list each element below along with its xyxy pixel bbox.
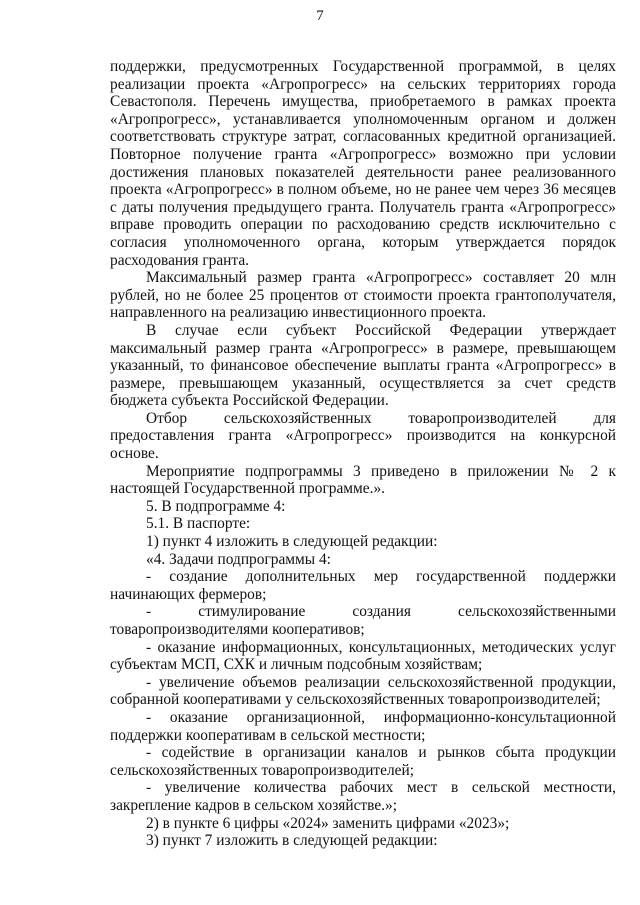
item-subprogram-4: 5. В подпрограмме 4: xyxy=(146,497,286,515)
task-item: - оказание информационных, консультационных, методических услуг субъектам МСП, СХК и личным подсобным хозяйствам; xyxy=(110,638,616,674)
paragraph-max-grant: Максимальный размер гранта «Агропрогресс» составляет 20 млн рублей, но не более 25 процентов от стоимости проекта грантополучателя, направленного на реализацию инвестиционного проекта. xyxy=(110,269,616,322)
task-item: - оказание организационной, информационно-консультационной поддержки кооперативам в сельской местности; xyxy=(110,708,616,744)
task-item: - стимулирование создания сельскохозяйственными товаропроизводителями кооперативов; xyxy=(110,603,616,638)
paragraph-regional-excess: В случае если субъект Российской Федерации утверждает максимальный размер гранта «Агропрогресс» в размере, превышающем указанный, то финансовое обеспечение выплаты гранта «Агропрогресс» в размере, превышающем указанный, осуществляется за счет средств бюджета субъекта Российской Федерации. xyxy=(110,321,616,410)
item-point-7: 3) пункт 7 изложить в следующей редакции: xyxy=(146,832,438,850)
task-item: - увеличение количества рабочих мест в сельской местности, закрепление кадров в сельском хозяйстве.»; xyxy=(110,779,616,814)
task-item: - содействие в организации каналов и рынков сбыта продукции сельскохозяйственных товаропроизводителей; xyxy=(110,744,616,779)
document-body xyxy=(110,58,616,850)
item-point-6: 2) в пункте 6 цифры «2024» заменить цифрами «2023»; xyxy=(146,814,510,832)
paragraph-grant-terms: поддержки, предусмотренных Государственной программой, в целях реализации проекта «Агропрогресс» на сельских территориях города Севастополя. Перечень имущества, приобретаемого в рамках проекта «Агропрогресс», устанавливается уполномоченным органом и должен соответствовать структуре затрат, согласованных кредитной организацией. Повторное получение гранта «Агропрогресс» возможно при условии достижения плановых показателей деятельности ранее реализованного проекта «Агропрогресс» в полном объеме, но не ранее чем через 36 месяцев с даты получения предыдущего гранта. Получатель гранта «Агропрогресс» вправе проводить операции по расходованию средств исключительно с согласия уполномоченного органа, которым утверждается порядок расходования гранта. xyxy=(110,58,616,269)
paragraph-selection: Отбор сельскохозяйственных товаропроизводителей для предоставления гранта «Агропрогресс» производится на конкурсной основе. xyxy=(110,409,616,463)
item-passport: 5.1. В паспорте: xyxy=(146,515,251,533)
item-point-4: 1) пункт 4 изложить в следующей редакции: xyxy=(146,533,438,551)
task-item: - создание дополнительных мер государственной поддержки начинающих фермеров; xyxy=(110,568,616,603)
paragraph-appendix-reference: Мероприятие подпрограммы 3 приведено в приложении № 2 к настоящей Государственной программе.». xyxy=(110,462,616,498)
task-item: - увеличение объемов реализации сельскохозяйственной продукции, собранной кооперативами у сельскохозяйственных товаропроизводителей; xyxy=(110,673,616,709)
item-tasks-heading: «4. Задачи подпрограммы 4: xyxy=(146,550,331,568)
page-number: 7 xyxy=(316,8,324,24)
